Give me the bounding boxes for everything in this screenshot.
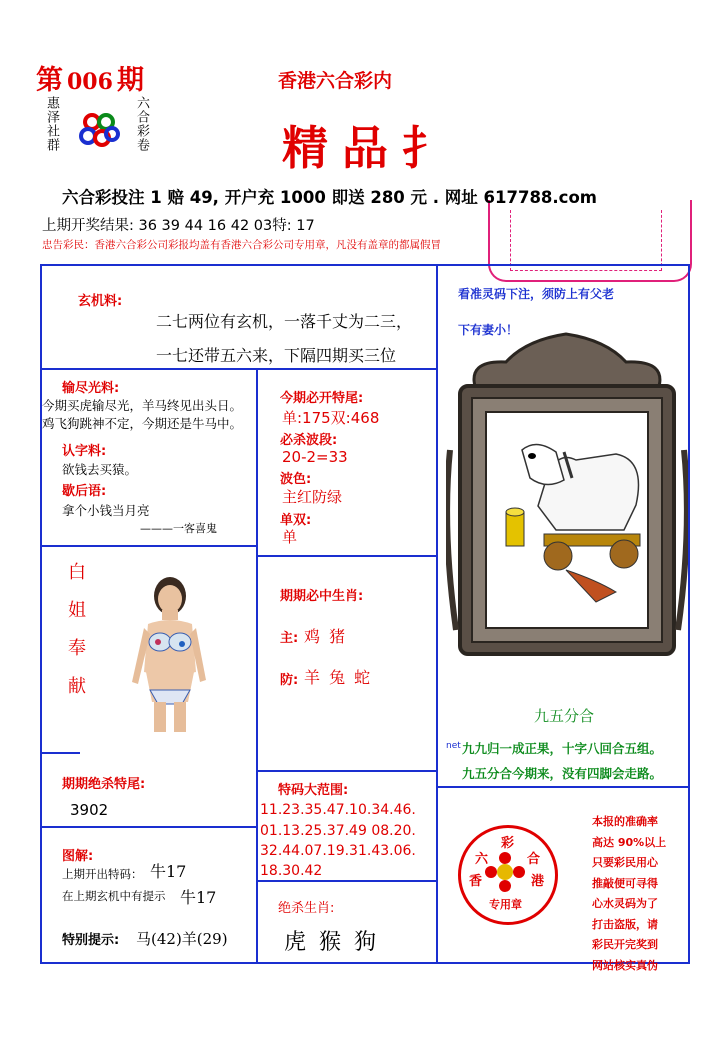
renzi-text: 欲钱去买猿。 [62,462,138,477]
grid-left-juesha-bottom [40,826,258,828]
right-warning-line-2: 下有妻小！ [458,323,519,337]
shengxiao-title: 期期必中生肖: [280,589,364,604]
model-photo [122,572,218,732]
verse-line-2: 九五分合今期来，没有四脚会走路。 [462,766,663,781]
photo-caption: 白姐奉献 [65,562,86,714]
grid-top [40,264,690,266]
page-subtitle: 香港六合彩内 [278,70,393,92]
tujie-row1-label: 上期开出特码： [62,867,143,881]
grid-left-photo-bottom [40,752,80,754]
seal-char-3: 合 [527,852,541,867]
issue-number: 第 006 期 [36,65,144,96]
shengxiao-fang-label: 防: [280,673,299,688]
accuracy-line: 彩民开完奖到 [592,938,658,951]
official-seal [458,825,558,925]
grid-mid-divider [256,368,258,964]
bosha-value: 20-2=33 [282,448,348,466]
shujin-line-2: 鸡飞狗跳神不定，今期还是牛马中。 [42,416,243,431]
seal-char-2: 彩 [501,836,515,851]
tema-range-line-2: 01.13.25.37.49 08.20. [260,823,416,839]
shengxiao-fang-value: 羊 兔 蛇 [304,668,373,687]
accuracy-text [592,812,686,976]
tewei-danshuang: 单:175双:468 [282,409,380,427]
org-right-label: 六合彩卷 [134,96,149,152]
grid-right-verse-bottom [436,786,690,788]
shujin-label: 输尽光料: [62,381,120,396]
juesha-tewei-title: 期期绝杀特尾: [62,777,146,792]
juesha-shengxiao-title: 绝杀生肖: [278,901,335,916]
xuanji-label: 玄机料: [78,294,123,309]
bose-label: 波色: [280,472,312,487]
tema-range-line-4: 18.30.42 [260,863,323,879]
grid-xuanji-bottom [40,368,438,370]
special-hint-label: 特别提示: [62,933,120,948]
grid-mid-range-bottom [256,880,438,882]
xiehouyu-text: 拿个小钱当月亮 [62,503,150,518]
xuanji-line-2: 一七还带五六来，下隔四期买三位 [156,346,397,365]
shengxiao-main-value: 鸡 猪 [304,627,348,646]
tujie-title: 图解: [62,849,94,864]
seal-char-5: 港 [531,874,545,889]
notice-line: 忠告彩民：香港六合彩公司彩报均盖有香港六合彩公司专用章，凡没有盖章的都属假冒 [42,239,441,251]
accuracy-line: 打击盗版，请 [592,917,658,931]
juesha-tewei-value: 3902 [70,801,109,819]
accuracy-line: 本报的准确率 [592,815,658,828]
seal-char-1: 六 [475,852,489,867]
tujie-row1-value: 牛17 [150,862,187,881]
accuracy-line: 网站核实真伪 [592,958,658,972]
promo-line: 六合彩投注 1 赔 49, 开户充 1000 即送 280 元 . 网址 617788.com [62,188,597,207]
seal-char-6: 专用章 [489,898,522,911]
bose-value: 主红防绿 [282,488,343,506]
right-warning-line-1: 看准灵码下注，须防上有父老 [458,287,615,301]
xiehouyu-author: ———一客喜鬼 [140,522,217,535]
accuracy-line: 心水灵码为了 [592,897,658,910]
seal-char-4: 香 [469,874,483,889]
danshuang-label: 单双: [280,513,312,528]
last-result: 上期开奖结果: 36 39 44 16 42 03特: 17 [42,218,315,234]
special-hint-value: 马(42)羊(29) [136,930,228,948]
accuracy-line: 高达 90%以上 [592,835,667,849]
accuracy-line: 推敲便可寻得 [592,876,658,890]
tujie-row2-value: 牛17 [180,888,217,907]
tema-range-line-1: 11.23.35.47.10.34.46. [260,802,416,818]
tema-range-title: 特码大范围: [278,783,349,798]
tema-range-line-3: 32.44.07.19.31.43.06. [260,843,416,859]
shengxiao-main-label: 主: [280,631,299,646]
decorative-tab-inner [510,210,662,271]
bosha-label: 必杀波段: [280,433,338,448]
verse-line-1: 九九归一成正果，十字八回合五组。 [462,741,663,756]
renzi-label: 认字料: [62,444,107,459]
picture-title: 九五分合 [534,707,595,725]
danshuang-value: 单 [282,528,298,546]
framed-picture [446,330,688,660]
org-left-label: 惠泽社群 [44,96,59,152]
grid-mid-tewei-bottom [256,555,438,557]
page-title: 精品扌 [282,121,462,175]
grid-left-photo-top [40,545,258,547]
grid-mid-shengxiao-bottom [256,770,438,772]
shujin-line-1: 今期买虎输尽光，羊马终见出头日。 [42,398,243,413]
grid-right [688,264,690,964]
xiehouyu-label: 歇后语: [62,484,107,499]
tujie-row2-label: 在上期玄机中有提示 [62,889,166,903]
accuracy-line: 只要彩民用心 [592,856,658,869]
xuanji-line-1: 二七两位有玄机，一落千丈为二三， [156,312,413,331]
tewei-title: 今期必开特尾: [280,391,364,406]
lottery-logo [78,110,120,152]
verse-prefix: net [446,741,461,751]
juesha-shengxiao-value: 虎 猴 狗 [284,930,379,955]
